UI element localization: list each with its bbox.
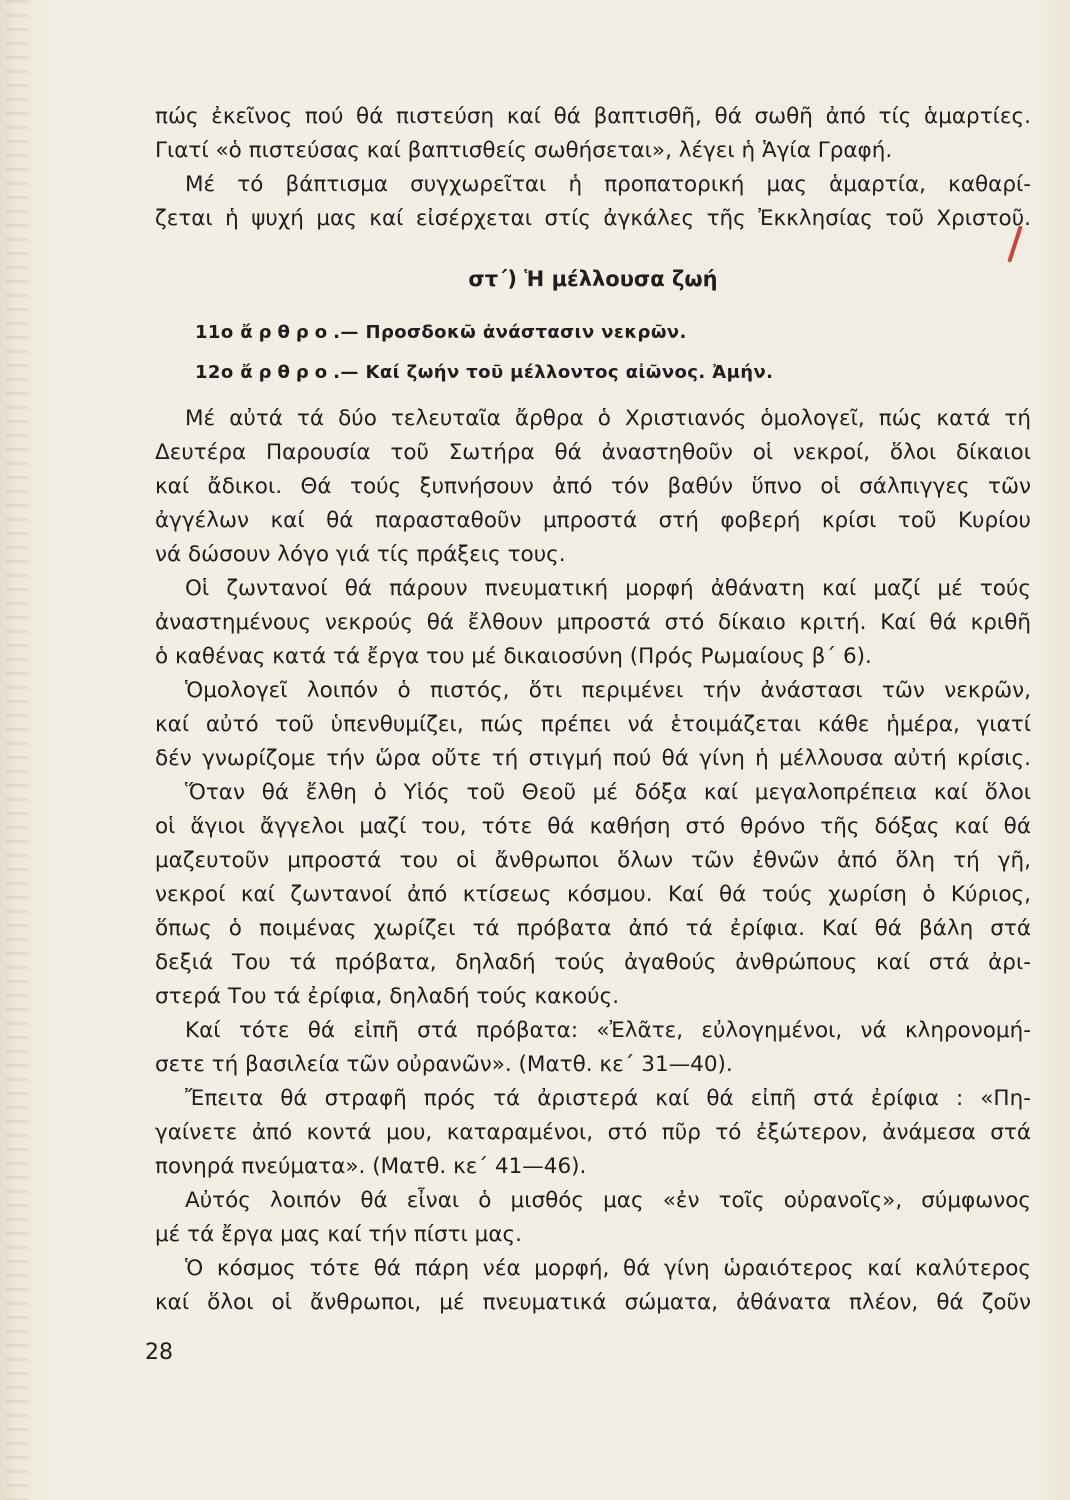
article-12	[195, 356, 1031, 390]
text-line: Ἔπειτα θά στραφῆ πρός τά ἀριστερά καί θά εἰπῆ στά ἐρίφια : «Πη-	[185, 1086, 1031, 1111]
page-text	[155, 100, 1031, 1320]
article-word: ἄρθρο	[240, 322, 334, 343]
page-binding-edge	[6, 0, 28, 1500]
text-line: οἱ ἅγιοι ἄγγελοι μαζί του, τότε θά καθήση στό θρόνο τῆς δόξας καί θά	[155, 814, 1031, 839]
text-line: καί αὐτό τοῦ ὑπενθυμίζει, πώς πρέπει νά ἑτοιμάζεται κάθε ἡμέρα, γιατί	[155, 712, 1031, 737]
text-line: ἀγγέλων καί θά παρασταθοῦν μπροστά στή φοβερή κρίσι τοῦ Κυρίου	[155, 508, 1031, 533]
text-line: μέ τά ἔργα μας καί τήν πίστι μας.	[155, 1222, 522, 1247]
article-11	[195, 316, 1031, 350]
page-number: 28	[145, 1340, 173, 1365]
text-line: ὅπως ὁ ποιμένας χωρίζει τά πρόβατα ἀπό τά ἐρίφια. Καί θά βάλη στά	[155, 916, 1031, 941]
text-line: ζεται ἡ ψυχή μας καί εἰσέρχεται στίς ἀγκάλες τῆς Ἐκκλησίας τοῦ Χριστοῦ.	[155, 206, 1031, 231]
text-line: ἀναστημένους νεκρούς θά ἔλθουν μπροστά στό δίκαιο κριτή. Καί θά κριθῆ	[155, 610, 1031, 635]
text-line: νεκροί καί ζωντανοί ἀπό κτίσεως κόσμου. Καί θά τούς χωρίση ὁ Κύριος,	[155, 882, 1031, 907]
text-line: μαζευτοῦν μπροστά του οἱ ἄνθρωποι ὅλων τῶν ἐθνῶν ἀπό ὅλη τή γῆ,	[155, 848, 1031, 873]
text-line: πονηρά πνεύματα». (Ματθ. κε΄ 41—46).	[155, 1154, 587, 1179]
text-line: Οἱ ζωντανοί θά πάρουν πνευματική μορφή ἀθάνατη καί μαζί μέ τούς	[185, 576, 1031, 601]
text-line: νά δώσουν λόγο γιά τίς πράξεις τους.	[155, 542, 566, 567]
text-line: Δευτέρα Παρουσία τοῦ Σωτήρα θά ἀναστηθοῦν οἱ νεκροί, ὅλοι δίκαιοι	[155, 440, 1031, 465]
text-line: Μέ τό βάπτισμα συγχωρεῖται ἡ προπατορική μας ἁμαρτία, καθαρί-	[185, 172, 1031, 197]
text-line: πώς ἐκεῖνος πού θά πιστεύση καί θά βαπτισθῆ, θά σωθῆ ἀπό τίς ἁμαρτίες.	[155, 104, 1031, 129]
text-line: Ὁ κόσμος τότε θά πάρη νέα μορφή, θά γίνη ὡραιότερος καί καλύτερος	[185, 1256, 1031, 1281]
article-text: .— Προσδοκῶ ἀνάστασιν νεκρῶν.	[333, 322, 687, 343]
article-number: 11ο	[195, 322, 234, 343]
article-text: .— Καί ζωήν τοῦ μέλλοντος αἰῶνος. Ἀμήν.	[333, 362, 774, 383]
text-line: σετε τή βασιλεία τῶν οὐρανῶν». (Ματθ. κε΄ 31—40).	[155, 1052, 733, 1077]
text-line: ὁ καθένας κατά τά ἔργα του μέ δικαιοσύνη (Πρός Ρωμαίους β΄ 6).	[155, 644, 872, 669]
text-line: Ὅταν θά ἔλθη ὁ Υἱός τοῦ Θεοῦ μέ δόξα καί μεγαλοπρέπεια καί ὅλοι	[185, 780, 1031, 805]
text-line: γαίνετε ἀπό κοντά μου, καταραμένοι, στό πῦρ τό ἐξώτερον, ἀνάμεσα στά	[155, 1120, 1031, 1145]
text-line: στερά Του τά ἐρίφια, δηλαδή τούς κακούς.	[155, 984, 620, 1009]
text-line: Ὁμολογεῖ λοιπόν ὁ πιστός, ὅτι περιμένει τήν ἀνάστασι τῶν νεκρῶν,	[185, 678, 1031, 703]
text-line: Μέ αὐτά τά δύο τελευταῖα ἄρθρα ὁ Χριστιανός ὁμολογεῖ, πώς κατά τή	[185, 406, 1031, 431]
section-heading: στ΄) Ἡ μέλλουσα ζωή	[468, 267, 718, 291]
text-line: δεξιά Του τά πρόβατα, δηλαδή τούς ἀγαθούς ἀνθρώπους καί στά ἀρι-	[155, 950, 1031, 975]
article-number: 12ο	[195, 362, 234, 383]
text-line: Καί τότε θά εἰπῆ στά πρόβατα: «Ἐλᾶτε, εὐλογημένοι, νά κληρονομή-	[185, 1018, 1031, 1043]
article-word: ἄρθρο	[240, 362, 334, 383]
text-line: Γιατί «ὁ πιστεύσας καί βαπτισθείς σωθήσεται», λέγει ἡ Ἁγία Γραφή.	[155, 138, 893, 163]
text-line: καί ἄδικοι. Θά τούς ξυπνήσουν ἀπό τόν βαθύν ὕπνο οἱ σάλπιγγες τῶν	[155, 474, 1031, 499]
text-line: δέν γνωρίζομε τήν ὥρα οὔτε τή στιγμή πού θά γίνη ἡ μέλλουσα αὐτή κρίσις.	[155, 746, 1031, 771]
text-line: Αὐτός λοιπόν θά εἶναι ὁ μισθός μας «ἐν τοῖς οὐρανοῖς», σύμφωνος	[185, 1188, 1031, 1213]
text-line: καί ὅλοι οἱ ἄνθρωποι, μέ πνευματικά σώματα, ἀθάνατα πλέον, θά ζοῦν	[155, 1290, 1031, 1315]
